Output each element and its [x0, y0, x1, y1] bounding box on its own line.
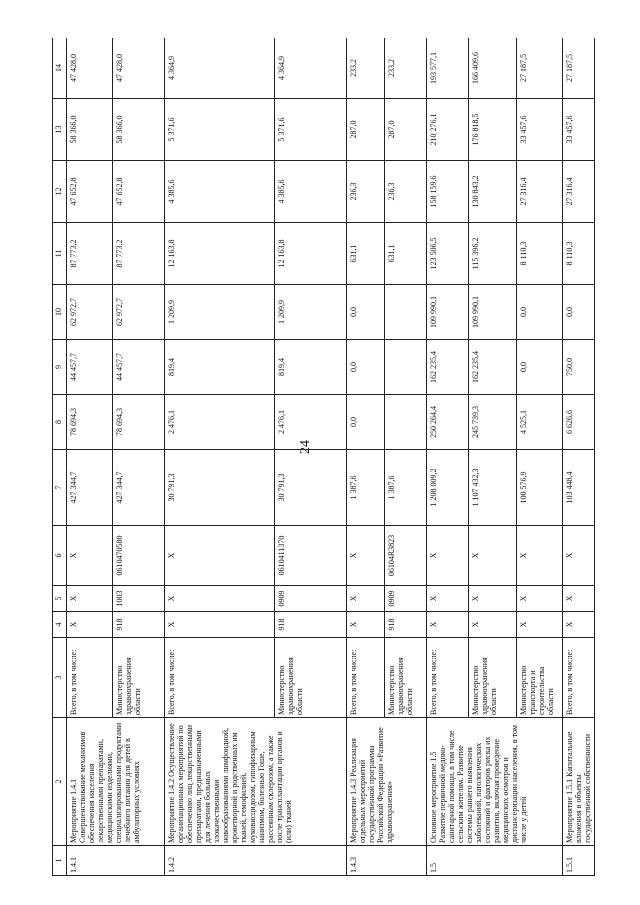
- executor-cell: Министерство здравоохранения области: [275, 638, 347, 718]
- executor-cell: Всего, в том числе:: [563, 638, 595, 718]
- value-cell: 12 163,8: [165, 223, 275, 285]
- value-cell: X: [67, 526, 113, 586]
- executor-cell: Всего, в том числе:: [347, 638, 385, 718]
- value-cell: X: [563, 526, 595, 586]
- value-cell: 30 791,3: [165, 450, 275, 526]
- value-cell: 0909: [275, 586, 347, 612]
- value-cell: 4 385,6: [165, 161, 275, 223]
- value-cell: 33 457,6: [517, 99, 563, 161]
- table-row: [165, 38, 275, 876]
- value-cell: X: [347, 612, 385, 638]
- row-number-cell: 1.4.2: [165, 846, 347, 876]
- header-cell: 12: [53, 161, 67, 223]
- value-cell: X: [347, 526, 385, 586]
- value-cell: 2 476,1: [165, 395, 275, 450]
- value-cell: 78 694,3: [113, 395, 165, 450]
- value-cell: 8 110,3: [563, 223, 595, 285]
- value-cell: 233,2: [347, 38, 385, 99]
- value-cell: 47 428,0: [113, 38, 165, 99]
- value-cell: 58 366,0: [67, 99, 113, 161]
- header-cell: 3: [53, 638, 67, 718]
- value-cell: 631,1: [385, 223, 427, 285]
- value-cell: 245 739,3: [469, 395, 517, 450]
- header-cell: 6: [53, 526, 67, 586]
- executor-cell: Всего, в том числе:: [165, 638, 275, 718]
- value-cell: 27 187,5: [563, 38, 595, 99]
- table-row: [347, 38, 385, 876]
- value-cell: 130 843,2: [469, 161, 517, 223]
- value-cell: 287,0: [347, 99, 385, 161]
- value-cell: 109 990,1: [427, 285, 469, 340]
- value-cell: 6 626,6: [563, 395, 595, 450]
- header-cell: 7: [53, 450, 67, 526]
- value-cell: 27 316,4: [517, 161, 563, 223]
- value-cell: 44 457,7: [67, 340, 113, 395]
- value-cell: X: [469, 586, 517, 612]
- value-cell: 87 773,2: [113, 223, 165, 285]
- executor-cell: Всего, в том числе:: [67, 638, 113, 718]
- rotated-table-frame: [52, 38, 610, 876]
- value-cell: 162 235,4: [469, 340, 517, 395]
- value-cell: 115 396,2: [469, 223, 517, 285]
- value-cell: 1 387,6: [385, 450, 427, 526]
- value-cell: 918: [275, 612, 347, 638]
- value-cell: X: [563, 612, 595, 638]
- value-cell: X: [427, 612, 469, 638]
- header-cell: 4: [53, 612, 67, 638]
- value-cell: 750,0: [563, 340, 595, 395]
- row-number-cell: 1.5: [427, 846, 563, 876]
- value-cell: 87 773,2: [67, 223, 113, 285]
- value-cell: 250 264,4: [427, 395, 469, 450]
- value-cell: 06104R3823: [385, 526, 427, 586]
- table-row: [427, 38, 469, 876]
- value-cell: X: [427, 586, 469, 612]
- value-cell: 162 235,4: [427, 340, 469, 395]
- value-cell: 236,3: [347, 161, 385, 223]
- value-cell: 78 694,3: [67, 395, 113, 450]
- value-cell: X: [517, 612, 563, 638]
- page-number: 24: [298, 440, 313, 454]
- measure-name-cell: Мероприятие 1.4.2 Осуществление организационных мероприятий по обеспечению лиц лекарственными препаратами, предназначенными для лечения больных злокачественными новообразованиями лимфоидной, кроветворной и родственных им тканей, гемофилией, муковисцидозом, гипофизарным нанизмом, болезнью Гоше, рассеянным склерозом, а также после трансплантации органов и (или) тканей: [165, 718, 347, 846]
- value-cell: X: [165, 612, 275, 638]
- value-cell: 109 990,1: [469, 285, 517, 340]
- value-cell: 123 506,5: [427, 223, 469, 285]
- header-cell: 11: [53, 223, 67, 285]
- value-cell: X: [165, 526, 275, 586]
- value-cell: 0,0: [517, 340, 563, 395]
- value-cell: 819,4: [275, 340, 347, 395]
- value-cell: 47 652,8: [113, 161, 165, 223]
- header-cell: 10: [53, 285, 67, 340]
- value-cell: X: [469, 612, 517, 638]
- value-cell: 1 387,6: [347, 450, 385, 526]
- value-cell: 0,0: [347, 395, 385, 450]
- measure-name-cell: Мероприятие 1.4.3 Реализация отдельных мероприятий государственной программы Российской Федерации «Развитие здравоохранения»: [347, 718, 427, 846]
- value-cell: 0,0: [347, 340, 385, 395]
- value-cell: 166 409,6: [469, 38, 517, 99]
- value-cell: 27 316,4: [563, 161, 595, 223]
- value-cell: 30 791,3: [275, 450, 347, 526]
- value-cell: 819,4: [165, 340, 275, 395]
- value-cell: 631,1: [347, 223, 385, 285]
- value-cell: 58 366,0: [113, 99, 165, 161]
- executor-cell: Министерство здравоохранения области: [385, 638, 427, 718]
- value-cell: 193 577,1: [427, 38, 469, 99]
- header-cell: 14: [53, 38, 67, 99]
- value-cell: 427 344,7: [67, 450, 113, 526]
- header-cell: 13: [53, 99, 67, 161]
- value-cell: 0,0: [563, 285, 595, 340]
- value-cell: [385, 340, 427, 395]
- value-cell: 1 208 009,2: [427, 450, 469, 526]
- header-cell: 5: [53, 586, 67, 612]
- value-cell: 8 110,3: [517, 223, 563, 285]
- value-cell: 0,0: [347, 285, 385, 340]
- measure-name-cell: Основное мероприятие 1.5 Развитие первичной медико-санитарной помощи, в том числе сельским жителям. Развитие системы раннего выявления заболеваний, патологических состояний и факторов риска их развития, включая проведение медицинских осмотров и диспансеризации населения, в том числе у детей: [427, 718, 563, 846]
- row-number-cell: 1.5.1: [563, 846, 595, 876]
- value-cell: 1 107 432,3: [469, 450, 517, 526]
- executor-cell: Министерство транспорта и строительства области: [517, 638, 563, 718]
- value-cell: X: [165, 586, 275, 612]
- header-cell: 9: [53, 340, 67, 395]
- value-cell: 233,2: [385, 38, 427, 99]
- value-cell: 4 525,1: [517, 395, 563, 450]
- value-cell: 62 972,7: [113, 285, 165, 340]
- table-row: [563, 38, 595, 876]
- measure-name-cell: Мероприятие 1.5.1 Капитальные вложения в объекты государственной собственности: [563, 718, 595, 846]
- value-cell: [385, 285, 427, 340]
- value-cell: 100 576,9: [517, 450, 563, 526]
- header-cell: 2: [53, 718, 67, 846]
- value-cell: 427 344,7: [113, 450, 165, 526]
- row-number-cell: 1.4.1: [67, 846, 165, 876]
- value-cell: 44 457,7: [113, 340, 165, 395]
- value-cell: 236,3: [385, 161, 427, 223]
- value-cell: 1003: [113, 586, 165, 612]
- table-row: [67, 38, 113, 876]
- value-cell: 5 371,6: [165, 99, 275, 161]
- value-cell: 47 428,0: [67, 38, 113, 99]
- value-cell: 4 364,9: [275, 38, 347, 99]
- value-cell: X: [517, 526, 563, 586]
- value-cell: X: [427, 526, 469, 586]
- value-cell: 1 209,9: [165, 285, 275, 340]
- value-cell: 0610470580: [113, 526, 165, 586]
- value-cell: 47 652,8: [67, 161, 113, 223]
- executor-cell: Всего, в том числе:: [427, 638, 469, 718]
- value-cell: 287,0: [385, 99, 427, 161]
- header-cell: 8: [53, 395, 67, 450]
- header-cell: 1: [53, 846, 67, 876]
- value-cell: X: [469, 526, 517, 586]
- budget-table: [52, 38, 595, 876]
- value-cell: 158 159,6: [427, 161, 469, 223]
- value-cell: 2 476,1: [275, 395, 347, 450]
- value-cell: 5 371,6: [275, 99, 347, 161]
- value-cell: X: [347, 586, 385, 612]
- value-cell: 0610411370: [275, 526, 347, 586]
- value-cell: X: [517, 586, 563, 612]
- value-cell: 1 209,9: [275, 285, 347, 340]
- table-container: [52, 38, 610, 876]
- value-cell: 12 163,8: [275, 223, 347, 285]
- value-cell: X: [563, 586, 595, 612]
- value-cell: X: [67, 586, 113, 612]
- header-row: [53, 38, 67, 876]
- value-cell: 918: [113, 612, 165, 638]
- value-cell: 210 276,1: [427, 99, 469, 161]
- value-cell: 0909: [385, 586, 427, 612]
- value-cell: 27 187,5: [517, 38, 563, 99]
- value-cell: X: [67, 612, 113, 638]
- executor-cell: Министерство здравоохранения области: [469, 638, 517, 718]
- value-cell: 176 818,5: [469, 99, 517, 161]
- row-number-cell: 1.4.3: [347, 846, 427, 876]
- value-cell: 0,0: [517, 285, 563, 340]
- measure-name-cell: Мероприятие 1.4.1 Совершенствование механизмов обеспечения населения лекарственными препаратами, медицинскими изделиями, специализированными продуктами лечебного питания для детей в амбулаторных условиях: [67, 718, 165, 846]
- value-cell: 4 385,6: [275, 161, 347, 223]
- value-cell: 103 448,4: [563, 450, 595, 526]
- value-cell: 33 457,6: [563, 99, 595, 161]
- value-cell: 4 364,9: [165, 38, 275, 99]
- value-cell: [385, 395, 427, 450]
- executor-cell: Министерство здравоохранения области: [113, 638, 165, 718]
- value-cell: 918: [385, 612, 427, 638]
- value-cell: 62 972,7: [67, 285, 113, 340]
